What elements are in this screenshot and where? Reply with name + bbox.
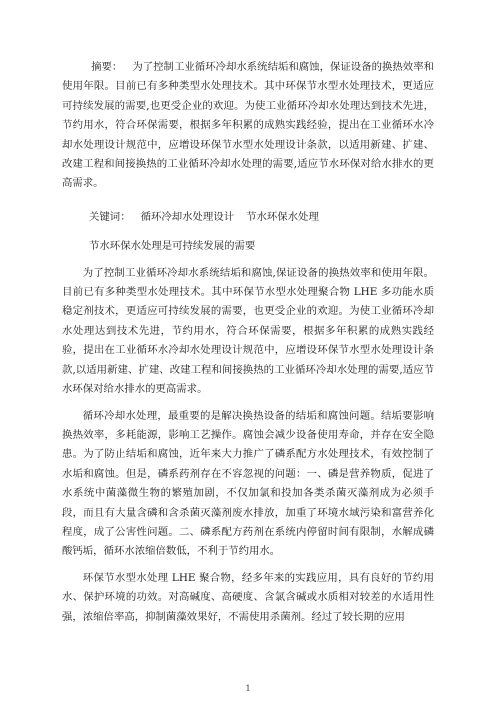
section-heading: 节水环保水处理是可持续发展的需要 bbox=[89, 240, 256, 253]
body-paragraph: 为了控制工业循环冷却水系统结垢和腐蚀,保证设备的换热效率和使用年限。目前已有多种类型水处理技术。其中环保节水型水处理聚合物 LHE 多功能水质稳定剂技术，更适应可持续发展的需要，也更受企业的欢迎。为使工业循环冷却水处理达到技术先进，节约用水，符合环保需要，根据多年积累的成熟实践经验，提出在工业循环水冷却水处理设计规范中，应增设环保节水型水处理设计条款,以适用新建、扩建、改建工程和间接换热的工业循环冷却水处理的需要,适应节水环保对给水排水的更高需求。 bbox=[62, 266, 434, 396]
keywords-label: 关键词： bbox=[89, 210, 131, 223]
body-paragraph: 循环冷却水处理，最重要的是解决换热设备的结垢和腐蚀问题。结垢要影响换热效率，多耗能源，影响工艺操作。腐蚀会减少设备使用寿命，并存在安全隐患。为了防止结垢和腐蚀，近年来大力推广了磷系配方水处理技术，有效控制了水垢和腐蚀。但是，磷系药剂存在不容忽视的问题：一、磷是营养物质，促进了水系统中菌藻微生物的繁殖加剧，不仅加氯和投加各类杀菌灭藻剂成为必须手段，而且有大量含磷和含杀菌灭藻剂废水排放，加重了环境水域污染和富营养化程度，成了公害性问题。二、磷系配方药剂在系统内停留时间有限制，水解成磷酸钙垢，循环水浓缩倍数低，不利于节约用水。 bbox=[62, 409, 434, 558]
body-paragraph: 环保节水型水处理 LHE 聚合物，经多年来的实践应用，具有良好的节约用水、保护环境的功效。对高碱度、高硬度、含氯含碱或水质相对较差的水适用性强，浓缩倍率高，抑制菌藻效果好，不需使用杀菌剂。经过了较长期的应用 bbox=[62, 571, 434, 623]
keywords-line bbox=[62, 208, 434, 227]
page-number: 1 bbox=[245, 684, 251, 693]
abstract-paragraph bbox=[62, 58, 434, 194]
keyword-item: 循环冷却水处理设计 bbox=[140, 210, 235, 223]
abstract-label: 摘要： bbox=[91, 61, 123, 73]
document-page bbox=[62, 58, 434, 627]
abstract-text: 为了控制工业循环冷却水系统结垢和腐蚀，保证设备的换热效率和使用年限。目前已有多种类型水处理技术。其中环保节水型水处理技术，更适应可持续发展的需要,也更受企业的欢迎。为使工业循环冷却水处理达到技术先进，节约用水，符合环保需要，根据多年积累的成熟实践经验，提出在工业循环水冷却水处理设计规范中，应增设环保节水型水处理设计条款，以适用新建、扩建、改建工程和间接换热的工业循环冷却水处理的需要,适应节水环保对给水排水的更高需求。 bbox=[62, 61, 435, 190]
keyword-item: 节水环保水处理 bbox=[246, 210, 319, 223]
